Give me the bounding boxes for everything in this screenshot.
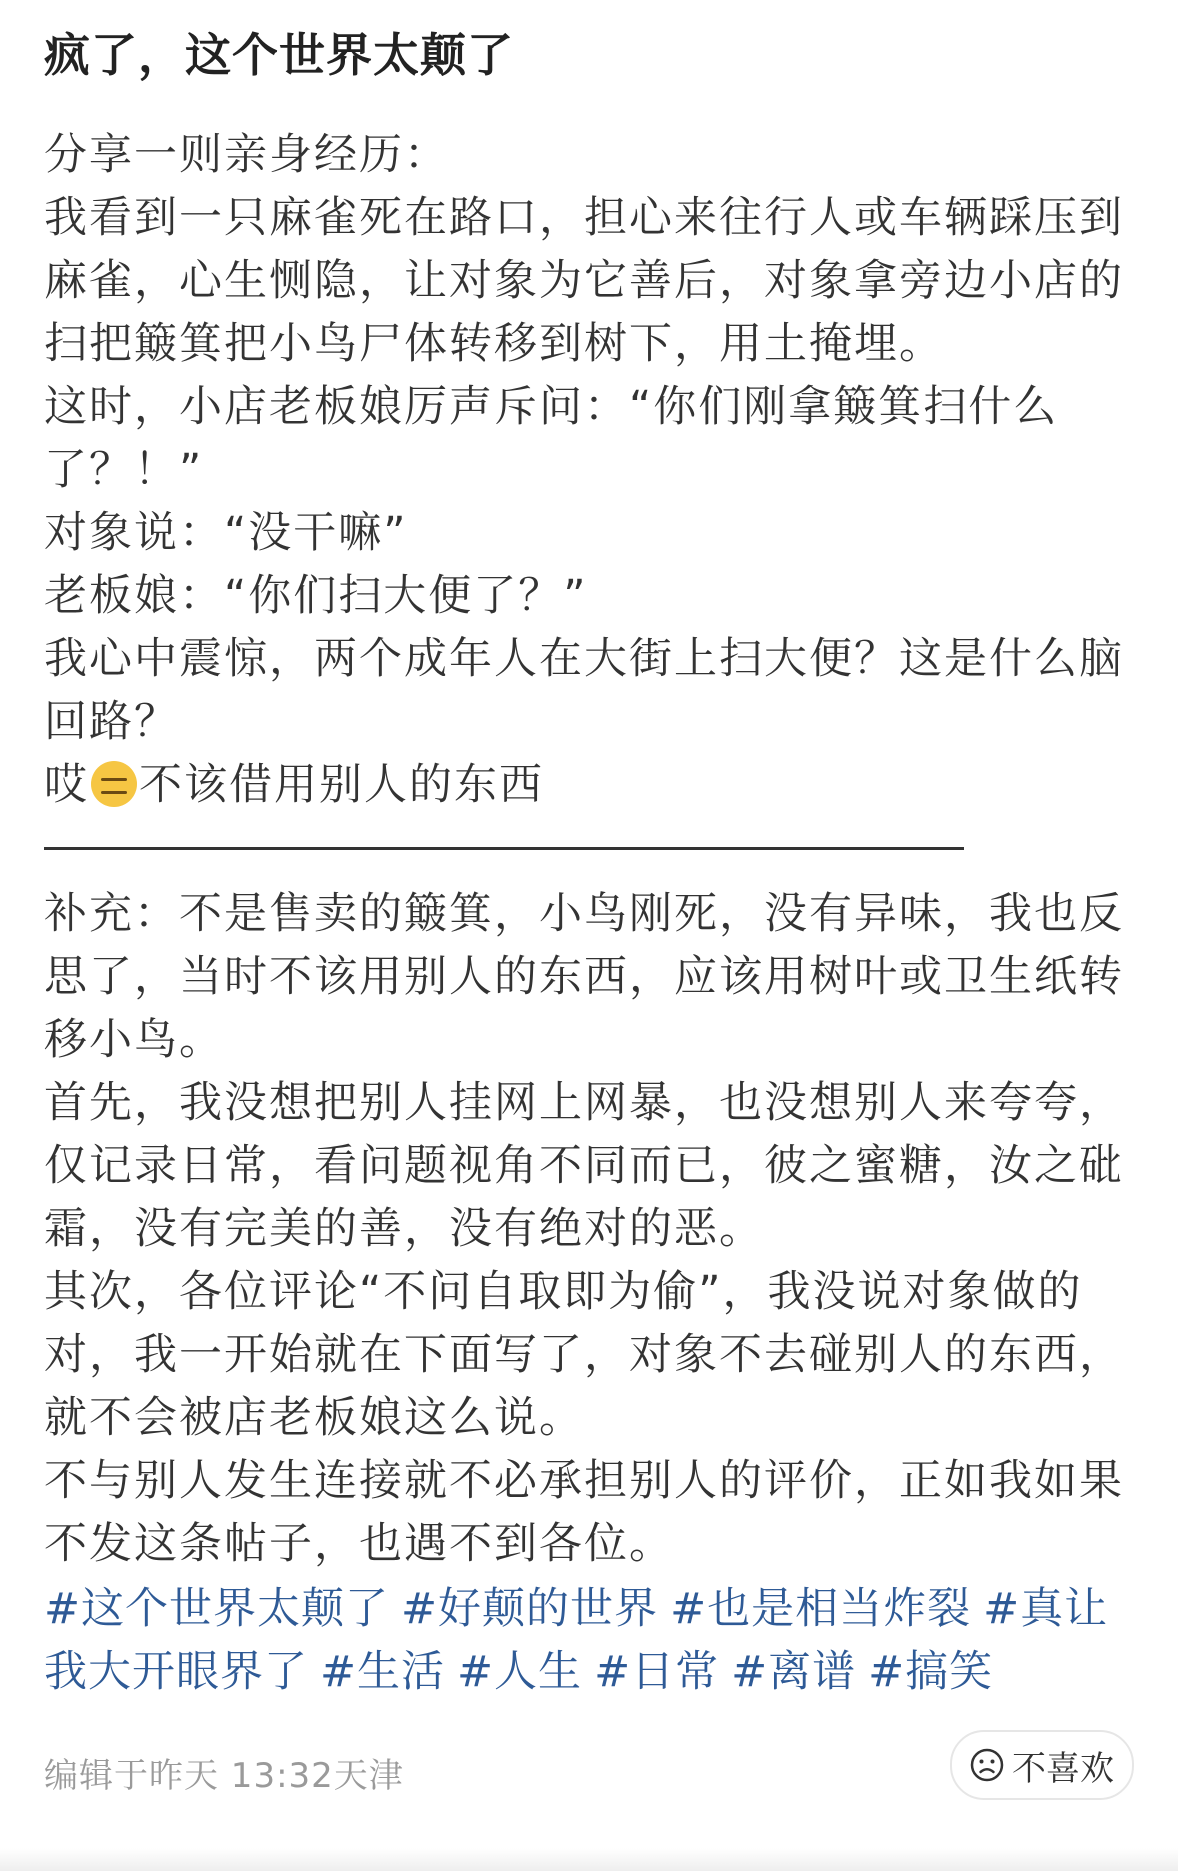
- supplement-paragraph: 不与别人发生连接就不必承担别人的评价，正如我如果不发这条帖子，也遇不到各位。: [44, 1456, 1124, 1569]
- paragraph: 我心中震惊，两个成年人在大街上扫大便？这是什么脑回路？: [44, 634, 1124, 747]
- hashtag-link[interactable]: #日常: [594, 1647, 720, 1697]
- paragraph: 我看到一只麻雀死在路口，担心来往行人或车辆踩压到麻雀，心生恻隐，让对象为它善后，对象拿旁边小店的扫把簸箕把小鸟尸体转移到树下，用土掩埋。: [44, 193, 1124, 369]
- hashtag-link[interactable]: #离谱: [731, 1647, 857, 1697]
- divider: [44, 847, 964, 850]
- supplement-paragraph: 首先，我没想把别人挂网上网暴，也没想别人来夸夸，仅记录日常，看问题视角不同而已，彼之蜜糖，汝之砒霜，没有完美的善，没有绝对的恶。: [44, 1078, 1124, 1254]
- expressionless-face-icon: [91, 761, 137, 807]
- paragraph: 老板娘：“你们扫大便了？”: [44, 571, 588, 621]
- paragraph: 分享一则亲身经历：: [44, 130, 449, 180]
- post-content: [44, 0, 1134, 1704]
- post-title: 疯了，这个世界太颠了: [44, 28, 514, 82]
- supplement-paragraph: 补充：不是售卖的簸箕，小鸟刚死，没有异味，我也反思了，当时不该用别人的东西，应该用树叶或卫生纸转移小鸟。: [44, 889, 1124, 1065]
- hashtag-link[interactable]: #好颠的世界: [401, 1584, 659, 1634]
- sigh-line: [44, 754, 1134, 817]
- post-footer: [44, 1720, 1134, 1810]
- paragraph: 对象说：“没干嘛”: [44, 508, 408, 558]
- supplement-paragraph: 其次，各位评论“不问自取即为偷”，我没说对象做的对，我一开始就在下面写了，对象不去碰别人的东西，就不会被店老板娘这么说。: [44, 1267, 1124, 1443]
- dislike-label: 不喜欢: [1012, 1748, 1114, 1789]
- hashtag-link[interactable]: #真让我大开眼界了: [44, 1584, 1109, 1697]
- hashtag-link[interactable]: #这个世界太颠了: [44, 1584, 390, 1634]
- hashtag-link[interactable]: #人生: [457, 1647, 583, 1697]
- hashtag-link[interactable]: #生活: [320, 1647, 446, 1697]
- paragraph: 这时，小店老板娘厉声斥问：“你们刚拿簸箕扫什么了？！”: [44, 382, 1059, 495]
- dislike-button[interactable]: [950, 1730, 1134, 1800]
- edit-info: 编辑于昨天 13:32天津: [44, 1756, 404, 1796]
- bottom-edge: [0, 1848, 1178, 1871]
- hashtag-link[interactable]: #也是相当炸裂: [670, 1584, 972, 1634]
- post-body: [44, 124, 1134, 1704]
- frown-face-icon: [970, 1748, 1004, 1782]
- sigh-prefix: 哎: [44, 760, 89, 810]
- hashtag-link[interactable]: #搞笑: [868, 1647, 994, 1697]
- hashtag-list: [44, 1578, 1134, 1704]
- sigh-suffix: 不该借用别人的东西: [139, 760, 544, 810]
